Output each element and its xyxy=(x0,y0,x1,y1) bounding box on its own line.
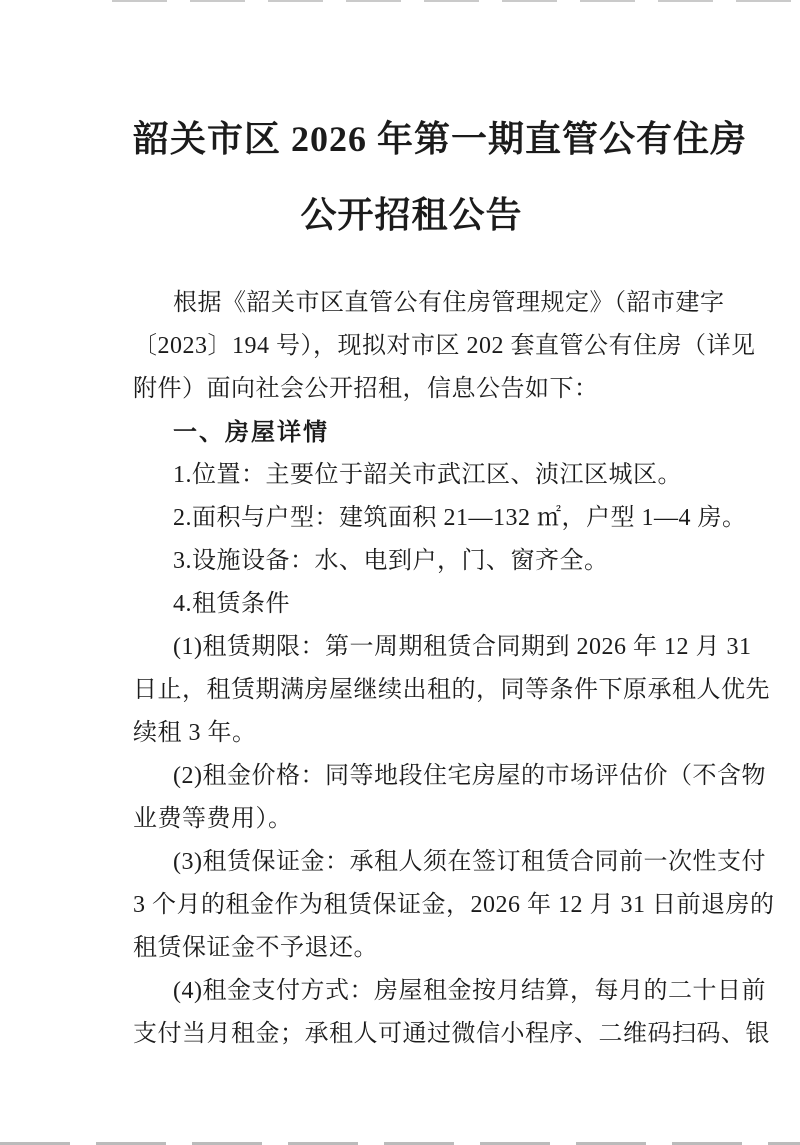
text-line-lease-term-2: 日止，租赁期满房屋继续出租的，同等条件下原承租人优先 xyxy=(133,677,770,703)
text-line-payment-1: (4)租金支付方式：房屋租金按月结算，每月的二十日前 xyxy=(173,978,766,1004)
document-title xyxy=(133,101,748,253)
text-line-item-facilities: 3.设施设备：水、电到户，门、窗齐全。 xyxy=(173,548,609,574)
text-line-payment-2: 支付当月租金；承租人可通过微信小程序、二维码扫码、银 xyxy=(133,1021,770,1047)
text-line-lease-term-1: (1)租赁期限：第一周期租赁合同期到 2026 年 12 月 31 xyxy=(173,634,752,660)
text-line-intro-1: 根据《韶关市区直管公有住房管理规定》（韶市建字 xyxy=(173,290,725,316)
text-line-intro-3: 附件）面向社会公开招租，信息公告如下： xyxy=(133,376,599,402)
scan-artifact-top-edge xyxy=(112,0,800,2)
text-line-item-area: 2.面积与户型：建筑面积 21—132 ㎡，户型 1—4 房。 xyxy=(173,505,747,531)
text-line-deposit-3: 租赁保证金不予退还。 xyxy=(133,935,378,961)
document-title-line-1: 韶关市区 2026 年第一期直管公有住房 xyxy=(133,119,748,159)
document-body xyxy=(133,282,775,1056)
text-line-rent-price-1: (2)租金价格：同等地段住宅房屋的市场评估价（不含物 xyxy=(173,763,766,789)
text-line-lease-term-3: 续租 3 年。 xyxy=(133,720,257,746)
section-heading-house-details: 一、房屋详情 xyxy=(173,419,329,446)
text-line-deposit-2: 3 个月的租金作为租赁保证金，2026 年 12 月 31 日前退房的 xyxy=(133,892,775,918)
text-line-rent-price-2: 业费等费用）。 xyxy=(133,806,293,832)
document-title-line-2: 公开招租公告 xyxy=(300,195,523,235)
text-line-intro-2: 〔2023〕194 号），现拟对市区 202 套直管公有住房（详见 xyxy=(133,333,756,359)
text-line-item-location: 1.位置：主要位于韶关市武江区、浈江区城区。 xyxy=(173,462,682,488)
text-line-deposit-1: (3)租赁保证金：承租人须在签订租赁合同前一次性支付 xyxy=(173,849,766,875)
text-line-item-lease-conditions: 4.租赁条件 xyxy=(173,591,290,617)
